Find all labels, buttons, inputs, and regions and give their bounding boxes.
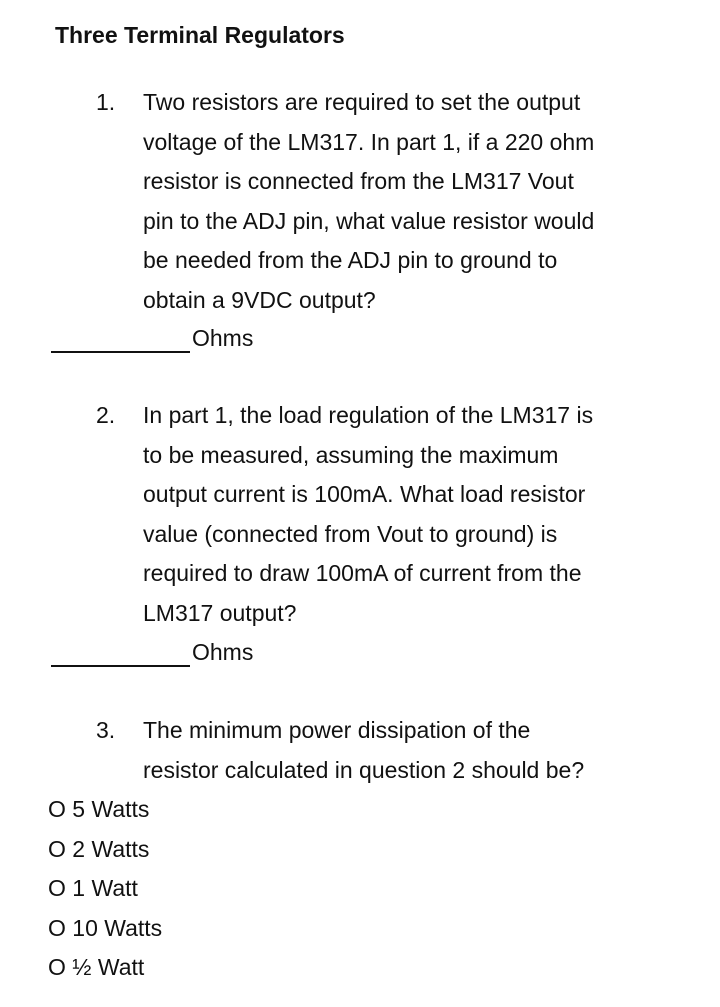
answer-blank[interactable] (51, 329, 190, 353)
question-line: LM317 output? (143, 599, 297, 626)
question-number: 2. (96, 402, 116, 428)
answer-blank[interactable] (51, 643, 190, 667)
question-line: In part 1, the load regulation of the LM317 is (143, 402, 594, 428)
question-line: output current is 100mA. What load resistor (143, 481, 586, 507)
question-line: to be measured, assuming the maximum (143, 441, 559, 468)
question-line: pin to the ADJ pin, what value resistor would (143, 207, 595, 234)
question-line: voltage of the LM317. In part 1, if a 220 ohm (143, 128, 595, 155)
question-number: 3. (96, 717, 116, 743)
answer-unit: Ohms (192, 325, 254, 351)
answer-1[interactable] (51, 323, 253, 353)
question-number: 1. (96, 89, 116, 115)
question-line: required to draw 100mA of current from the (143, 560, 582, 586)
option-1-watt[interactable]: O 1 Watt (48, 875, 138, 901)
question-line: resistor calculated in question 2 should be? (143, 756, 585, 783)
option-10-watts[interactable]: O 10 Watts (48, 914, 163, 941)
question-line: The minimum power dissipation of the (143, 717, 531, 743)
question-line: obtain a 9VDC output? (143, 286, 376, 313)
option-2-watts[interactable]: O 2 Watts (48, 835, 150, 862)
question-line: resistor is connected from the LM317 Vout (143, 168, 574, 194)
answer-2[interactable] (51, 637, 253, 667)
question-text (143, 83, 594, 320)
question-text (143, 396, 593, 633)
option-half-watt[interactable]: O ½ Watt (48, 954, 145, 980)
answer-options (48, 790, 162, 988)
question-line: value (connected from Vout to ground) is (143, 520, 558, 547)
question-line: be needed from the ADJ pin to ground to (143, 247, 558, 273)
answer-unit: Ohms (192, 639, 254, 665)
option-5-watts[interactable]: O 5 Watts (48, 796, 150, 822)
question-text (143, 711, 584, 790)
question-line: Two resistors are required to set the output (143, 89, 581, 115)
page-title: Three Terminal Regulators (55, 22, 345, 48)
